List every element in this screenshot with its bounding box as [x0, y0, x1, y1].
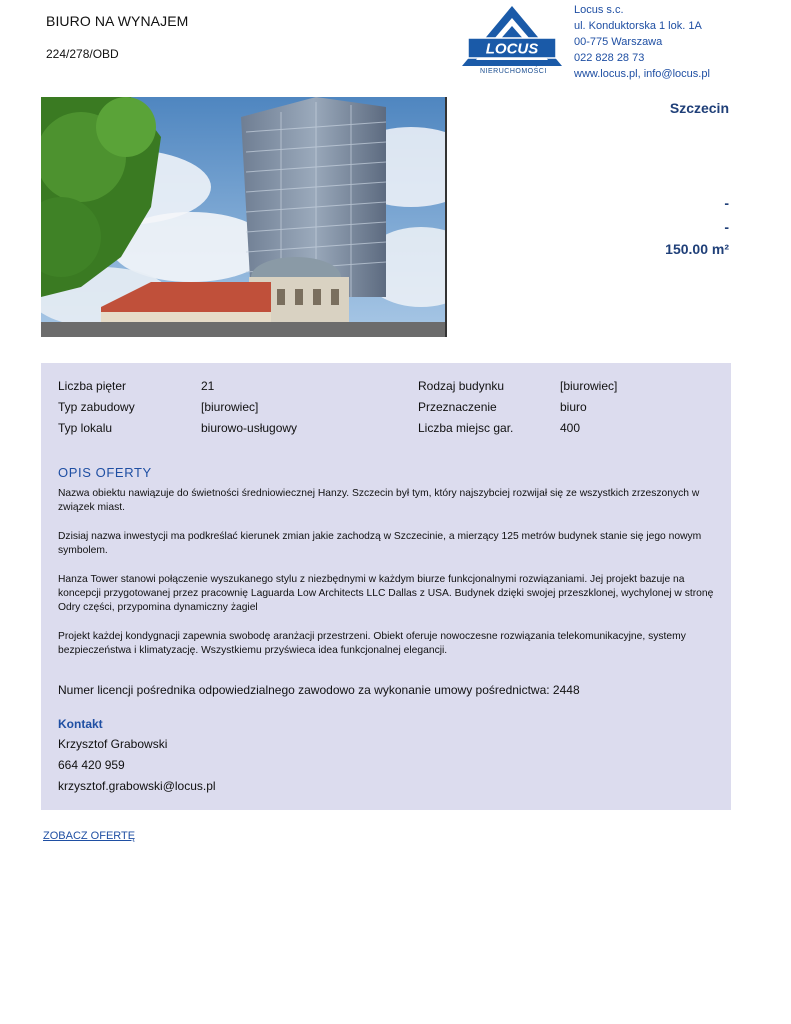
property-area: 150.00 m²	[665, 241, 729, 257]
agency-street: ul. Konduktorska 1 lok. 1A	[574, 20, 702, 32]
param-row	[58, 379, 718, 399]
see-offer-link[interactable]: ZOBACZ OFERTĘ	[43, 830, 136, 842]
param-value: [biurowiec]	[201, 400, 259, 414]
param-label: Liczba pięter	[58, 379, 127, 393]
offer-reference: 224/278/OBD	[46, 47, 119, 61]
property-city: Szczecin	[669, 100, 729, 116]
contact-name: Krzysztof Grabowski	[58, 737, 168, 751]
param-label: Rodzaj budynku	[418, 379, 505, 393]
property-photo	[41, 97, 447, 337]
description-body	[58, 487, 718, 673]
param-value: biuro	[560, 400, 587, 414]
param-label: Liczba miejsc gar.	[418, 421, 514, 435]
description-paragraph: Projekt każdej kondygnacji zapewnia swobodę aranżacji przestrzeni. Obiekt oferuje nowoczesne rozwiązania telekomunikacyjne, systemy bezpieczeństwa i klimatyzację. Wszystkiemu przyświeca idea funkcjonalnej elegancji.	[58, 630, 686, 657]
description-paragraph: Nazwa obiektu nawiązuje do świetności średniowiecznej Hanzy. Szczecin był tym, który najszybciej rozwijał się ze wszystkich zrzeszonych w związek miast.	[58, 488, 700, 514]
agency-city: 00-775 Warszawa	[574, 36, 663, 48]
param-value: 21	[201, 379, 215, 393]
offer-details-panel	[41, 363, 731, 810]
license-number: Numer licencji pośrednika odpowiedzialnego zawodowo za wykonanie umowy pośrednictwa: 2448	[58, 683, 580, 697]
description-paragraph: Hanza Tower stanowi połączenie wyszukanego stylu z niezbędnymi w każdym biurze funkcjonalnymi rozwiązaniami. Jej projekt bazuje na koncepcji przygotowanej przez pracownię Laguarda Low Architects LLC Dallas z USA. Budynek dzięki swojej przeszklonej, wychylonej w stronę Odry części, przypomina dynamiczny żagiel	[58, 573, 714, 614]
locus-logo-graphic	[458, 4, 566, 68]
description-paragraph: Dzisiaj nazwa inwestycji ma podkreślać kierunek zmian jakie zachodzą w Szczecinie, a mierzący 125 metrów budynek stanie się jego nowym symbolem.	[58, 530, 702, 557]
logo-subtext: NIERUCHOMOŚCI	[480, 68, 547, 75]
param-label: Typ lokalu	[58, 421, 113, 435]
contact-email: krzysztof.grabowski@locus.pl	[58, 779, 216, 793]
description-heading: OPIS OFERTY	[58, 465, 152, 480]
agency-phone: 022 828 28 73	[574, 52, 645, 64]
summary-line-1: -	[724, 195, 729, 211]
param-value: 400	[560, 421, 581, 435]
locus-logo	[458, 4, 566, 80]
summary-line-2: -	[724, 219, 729, 235]
agency-web: www.locus.pl, info@locus.pl	[574, 68, 710, 80]
agency-contact	[574, 2, 710, 82]
building-illustration	[41, 97, 447, 337]
param-row	[58, 400, 718, 420]
param-value: biurowo-usługowy	[201, 421, 298, 435]
logo-text: LOCUS	[485, 40, 539, 58]
agency-name: Locus s.c.	[574, 4, 624, 16]
param-value: [biurowiec]	[560, 379, 618, 393]
param-label: Typ zabudowy	[58, 400, 135, 414]
param-label: Przeznaczenie	[418, 400, 497, 414]
contact-heading: Kontakt	[58, 717, 103, 731]
contact-phone: 664 420 959	[58, 758, 125, 772]
param-row	[58, 421, 718, 441]
offer-title: BIURO NA WYNAJEM	[46, 13, 189, 29]
